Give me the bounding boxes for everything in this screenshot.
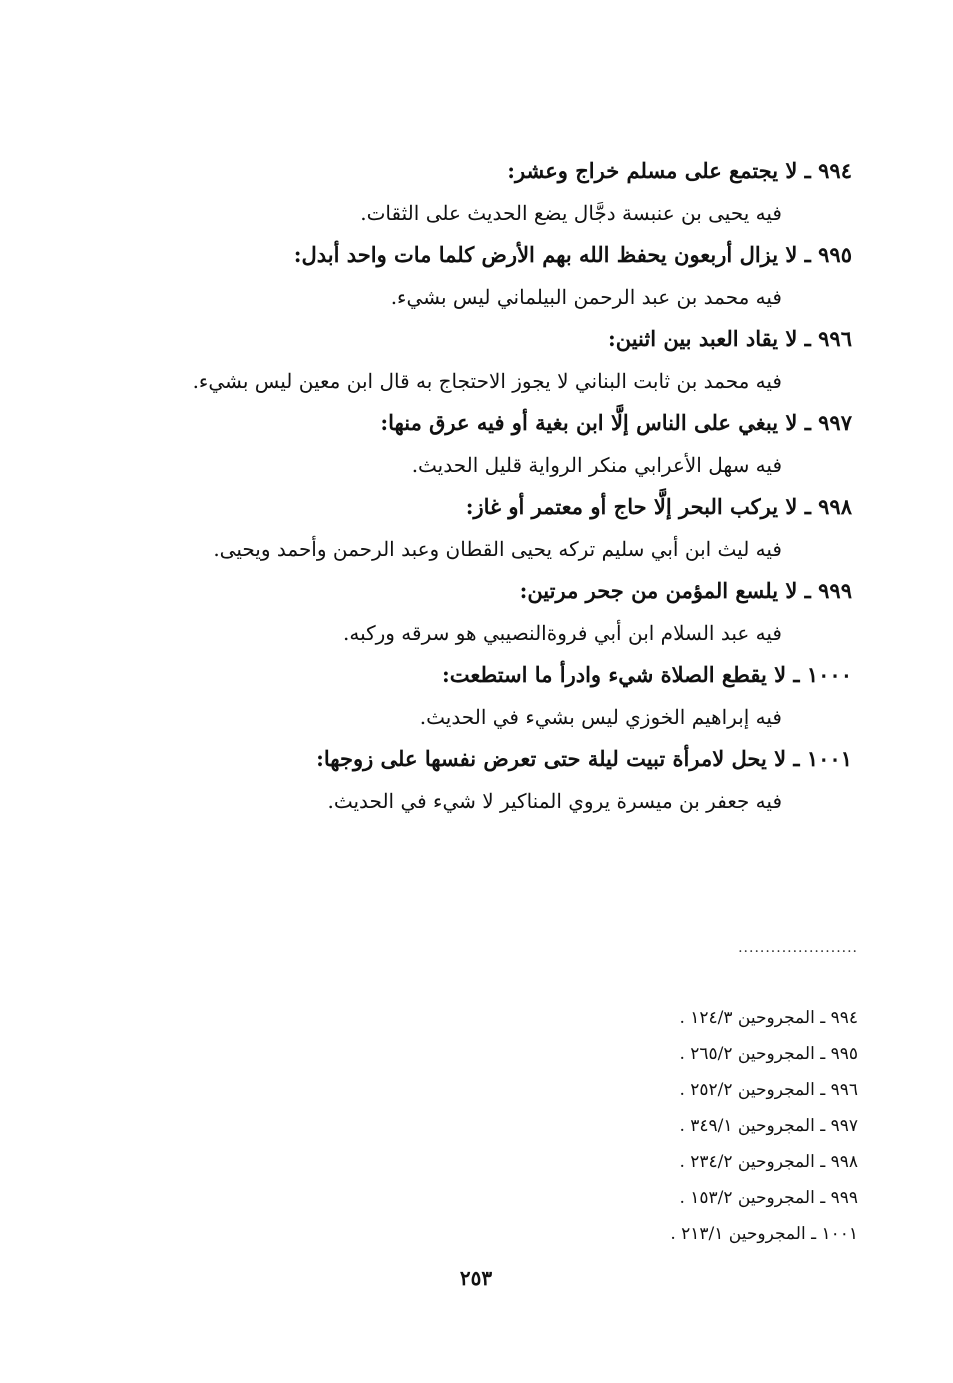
entry-heading: ١٠٠١ ـ لا يحل لامرأة تبيت ليلة حتى تعرض نفسها على زوجها: xyxy=(316,746,852,771)
entry-heading: ١٠٠٠ ـ لا يقطع الصلاة شيء وادرأ ما استطعت: xyxy=(441,662,852,687)
footnote-995: ٩٩٥ ـ المجروحين ٢٦٥/٢ . xyxy=(679,1044,858,1064)
entry-994 xyxy=(150,150,852,234)
entry-999 xyxy=(150,570,852,654)
footnote-999: ٩٩٩ ـ المجروحين ١٥٣/٢ . xyxy=(679,1188,858,1208)
main-text xyxy=(150,150,852,822)
entry-body: فيه محمد بن عبد الرحمن البيلماني ليس بشيء. xyxy=(390,285,782,309)
entry-body: فيه محمد بن ثابت البناني لا يجوز الاحتجاج به قال ابن معين ليس بشيء. xyxy=(192,369,782,393)
entry-1000 xyxy=(150,654,852,738)
entry-heading: ٩٩٧ ـ لا يبغي على الناس إلَّا ابن بغية أو فيه عرق منها: xyxy=(380,410,852,435)
footnote-994: ٩٩٤ ـ المجروحين ١٢٤/٣ . xyxy=(679,1008,858,1028)
entry-body: فيه ليث ابن أبي سليم تركه يحيى القطان وعبد الرحمن وأحمد ويحيى. xyxy=(213,537,782,561)
entry-body: فيه جعفر بن ميسرة يروي المناكير لا شيء في الحديث. xyxy=(327,789,782,813)
entry-998 xyxy=(150,486,852,570)
footnote-1001: ١٠٠١ ـ المجروحين ٢١٣/١ . xyxy=(670,1224,858,1244)
entry-996 xyxy=(150,318,852,402)
footnote-997: ٩٩٧ ـ المجروحين ٣٤٩/١ . xyxy=(679,1116,858,1136)
entry-body: فيه عبد السلام ابن أبي فروةالنصيبي هو سرقه وركبه. xyxy=(342,621,782,645)
footnote-998: ٩٩٨ ـ المجروحين ٢٣٤/٢ . xyxy=(679,1152,858,1172)
entry-body: فيه إبراهيم الخوزي ليس بشيء في الحديث. xyxy=(419,705,782,729)
footnote-separator: ...................... xyxy=(738,940,858,956)
entry-heading: ٩٩٤ ـ لا يجتمع على مسلم خراج وعشر: xyxy=(507,158,852,183)
entry-body: فيه يحيى بن عنبسة دجَّال يضع الحديث على الثقات. xyxy=(360,201,782,225)
entry-heading: ٩٩٩ ـ لا يلسع المؤمن من جحر مرتين: xyxy=(519,578,852,603)
entry-heading: ٩٩٦ ـ لا يقاد العبد بين اثنين: xyxy=(607,326,852,351)
footnotes xyxy=(520,1000,858,1252)
entry-heading: ٩٩٥ ـ لا يزال أربعون يحفظ الله بهم الأرض كلما مات واحد أبدل: xyxy=(293,242,852,267)
entry-995 xyxy=(150,234,852,318)
entry-heading: ٩٩٨ ـ لا يركب البحر إلَّا حاج أو معتمر أو غاز: xyxy=(465,494,852,519)
entry-body: فيه سهل الأعرابي منكر الرواية قليل الحديث. xyxy=(411,453,782,477)
entry-997 xyxy=(150,402,852,486)
page-number: ٢٥٣ xyxy=(459,1266,493,1290)
entry-1001 xyxy=(150,738,852,822)
footnote-996: ٩٩٦ ـ المجروحين ٢٥٢/٢ . xyxy=(679,1080,858,1100)
